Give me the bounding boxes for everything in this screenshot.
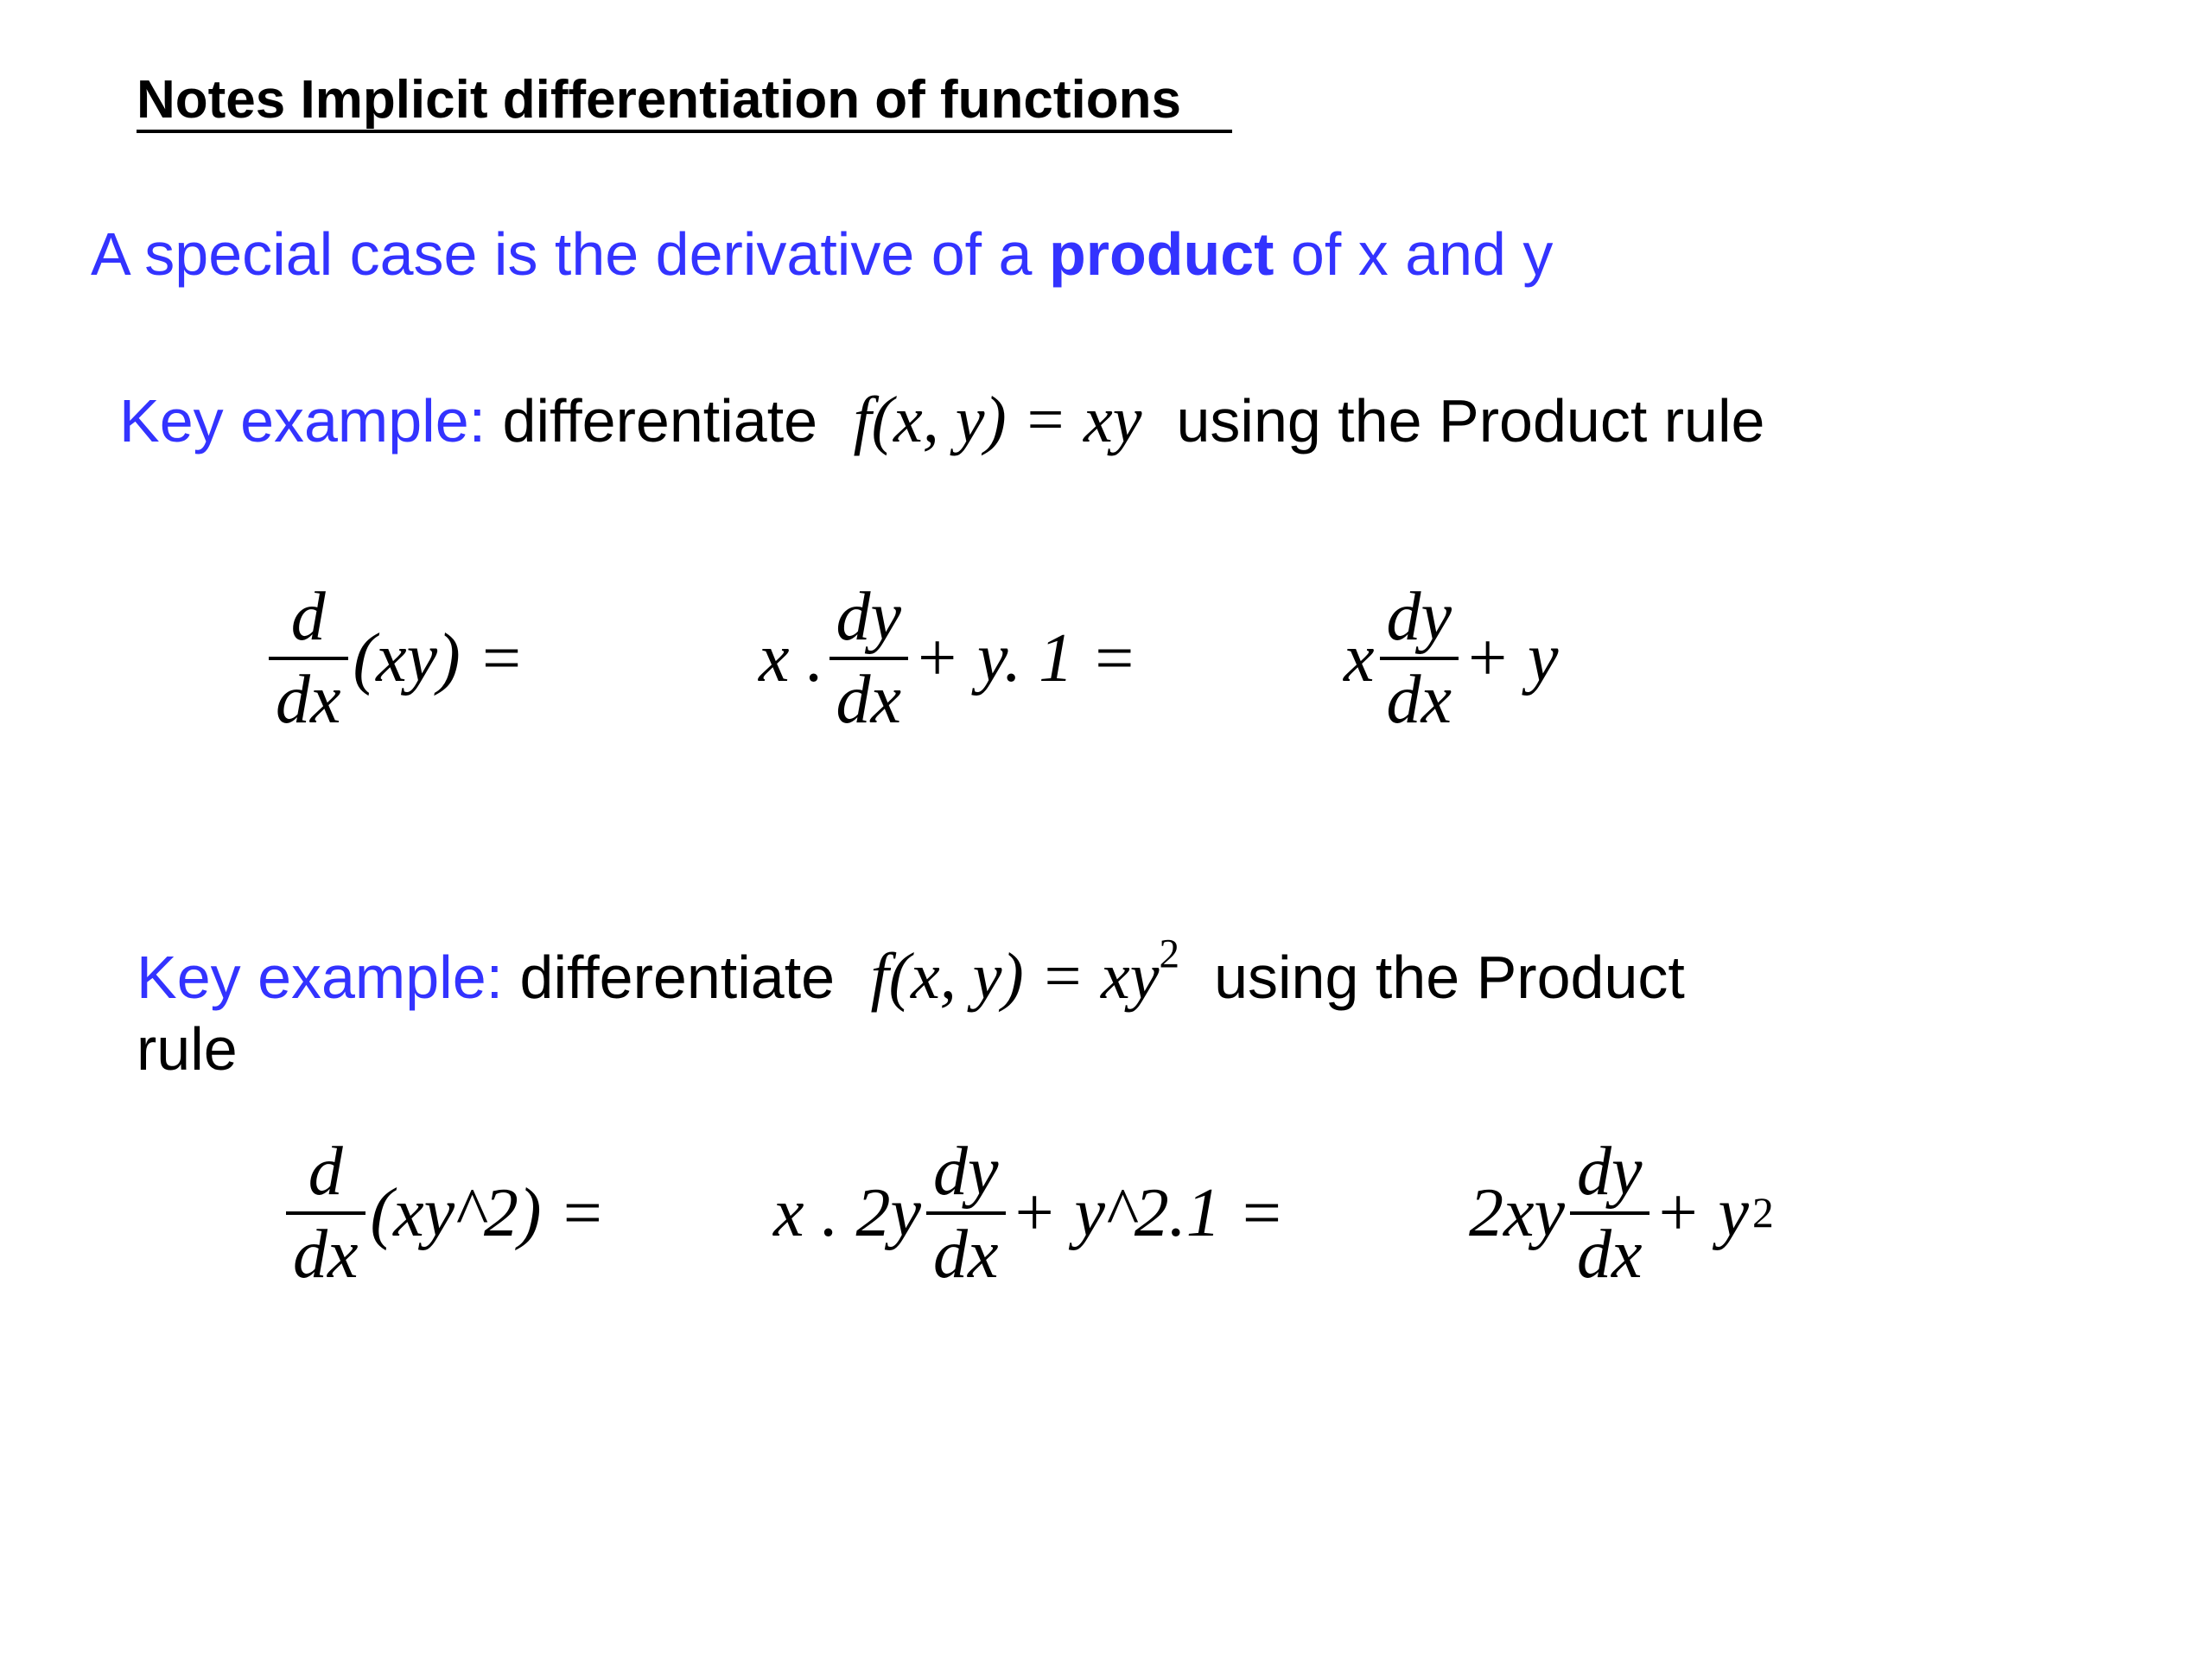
example2-lhs-numerator: d [308, 1134, 343, 1210]
example1-lhs-fraction [269, 577, 348, 740]
example1-rhs-denominator: dx [1386, 662, 1452, 738]
example2-wrap: rule [137, 1015, 238, 1083]
example2-lhs-fraction [286, 1132, 365, 1294]
example2-lhs-argument: (xy^2) = [370, 1175, 606, 1251]
example2-mid-numerator: dy [933, 1134, 999, 1210]
example2-mid-fraction [926, 1132, 1006, 1294]
example1-mid-numerator: dy [836, 579, 902, 655]
example2-function-base: f(x, y) = xy [870, 940, 1160, 1013]
example2-function-exponent: 2 [1159, 931, 1180, 977]
example2-label: Key example: [137, 944, 504, 1011]
example2-after: using the Product [1214, 944, 1685, 1011]
example1-middle [759, 577, 1137, 740]
example1-after: using the Product rule [1176, 387, 1765, 454]
example1-lhs [264, 577, 524, 740]
example1-rhs-prefix: x [1344, 620, 1375, 696]
intro-text [91, 218, 1553, 290]
example2-rhs-suffix: + y [1654, 1175, 1750, 1251]
example2-rhs-denominator: dx [1577, 1217, 1643, 1293]
example1-lhs-argument: (xy) = [353, 620, 524, 696]
example2-rhs-fraction [1570, 1132, 1649, 1294]
example1-mid-prefix: x . [759, 620, 824, 696]
example2-mid-prefix: x . 2y [773, 1175, 922, 1251]
example1-rhs [1344, 577, 1559, 740]
example2-lhs [281, 1132, 606, 1294]
example1-rhs-numerator: dy [1386, 579, 1452, 655]
example1-label: Key example: [119, 387, 486, 454]
example1-rhs-fraction [1380, 577, 1459, 740]
example1-text: differentiate [486, 387, 835, 454]
example2-rhs-numerator: dy [1577, 1134, 1643, 1210]
example2-mid-denominator: dx [933, 1217, 999, 1293]
example1-mid-fraction [830, 577, 909, 740]
example1-lhs-numerator: d [290, 579, 326, 655]
example2-mid-suffix: + y^2.1 = [1010, 1175, 1285, 1251]
example2-function [870, 931, 1180, 1013]
example1-prompt [119, 384, 1764, 457]
example2-middle [773, 1132, 1285, 1294]
example1-lhs-denominator: dx [276, 662, 341, 738]
example2-lhs-denominator: dx [293, 1217, 359, 1293]
example1-rhs-suffix: + y [1464, 620, 1559, 696]
example2-prompt [137, 931, 1685, 1014]
example1-mid-suffix: + y. 1 = [913, 620, 1138, 696]
page-title: Notes Implicit differentiation of functions [137, 70, 1181, 130]
example2-text: differentiate [503, 944, 852, 1011]
example2-rhs: 2xy $\frac{dy}{dx}$ + y 2 [1469, 1134, 1774, 1293]
intro-bold: product [1048, 220, 1274, 288]
intro-before: A special case is the derivative of a [91, 220, 1049, 288]
example2-rhs-prefix: 2xy [1469, 1175, 1566, 1251]
intro-after: of x and y [1274, 220, 1554, 288]
example1-mid-denominator: dx [836, 662, 902, 738]
title-underline [137, 130, 1232, 133]
example1-function: f(x, y) = xy [853, 384, 1142, 456]
